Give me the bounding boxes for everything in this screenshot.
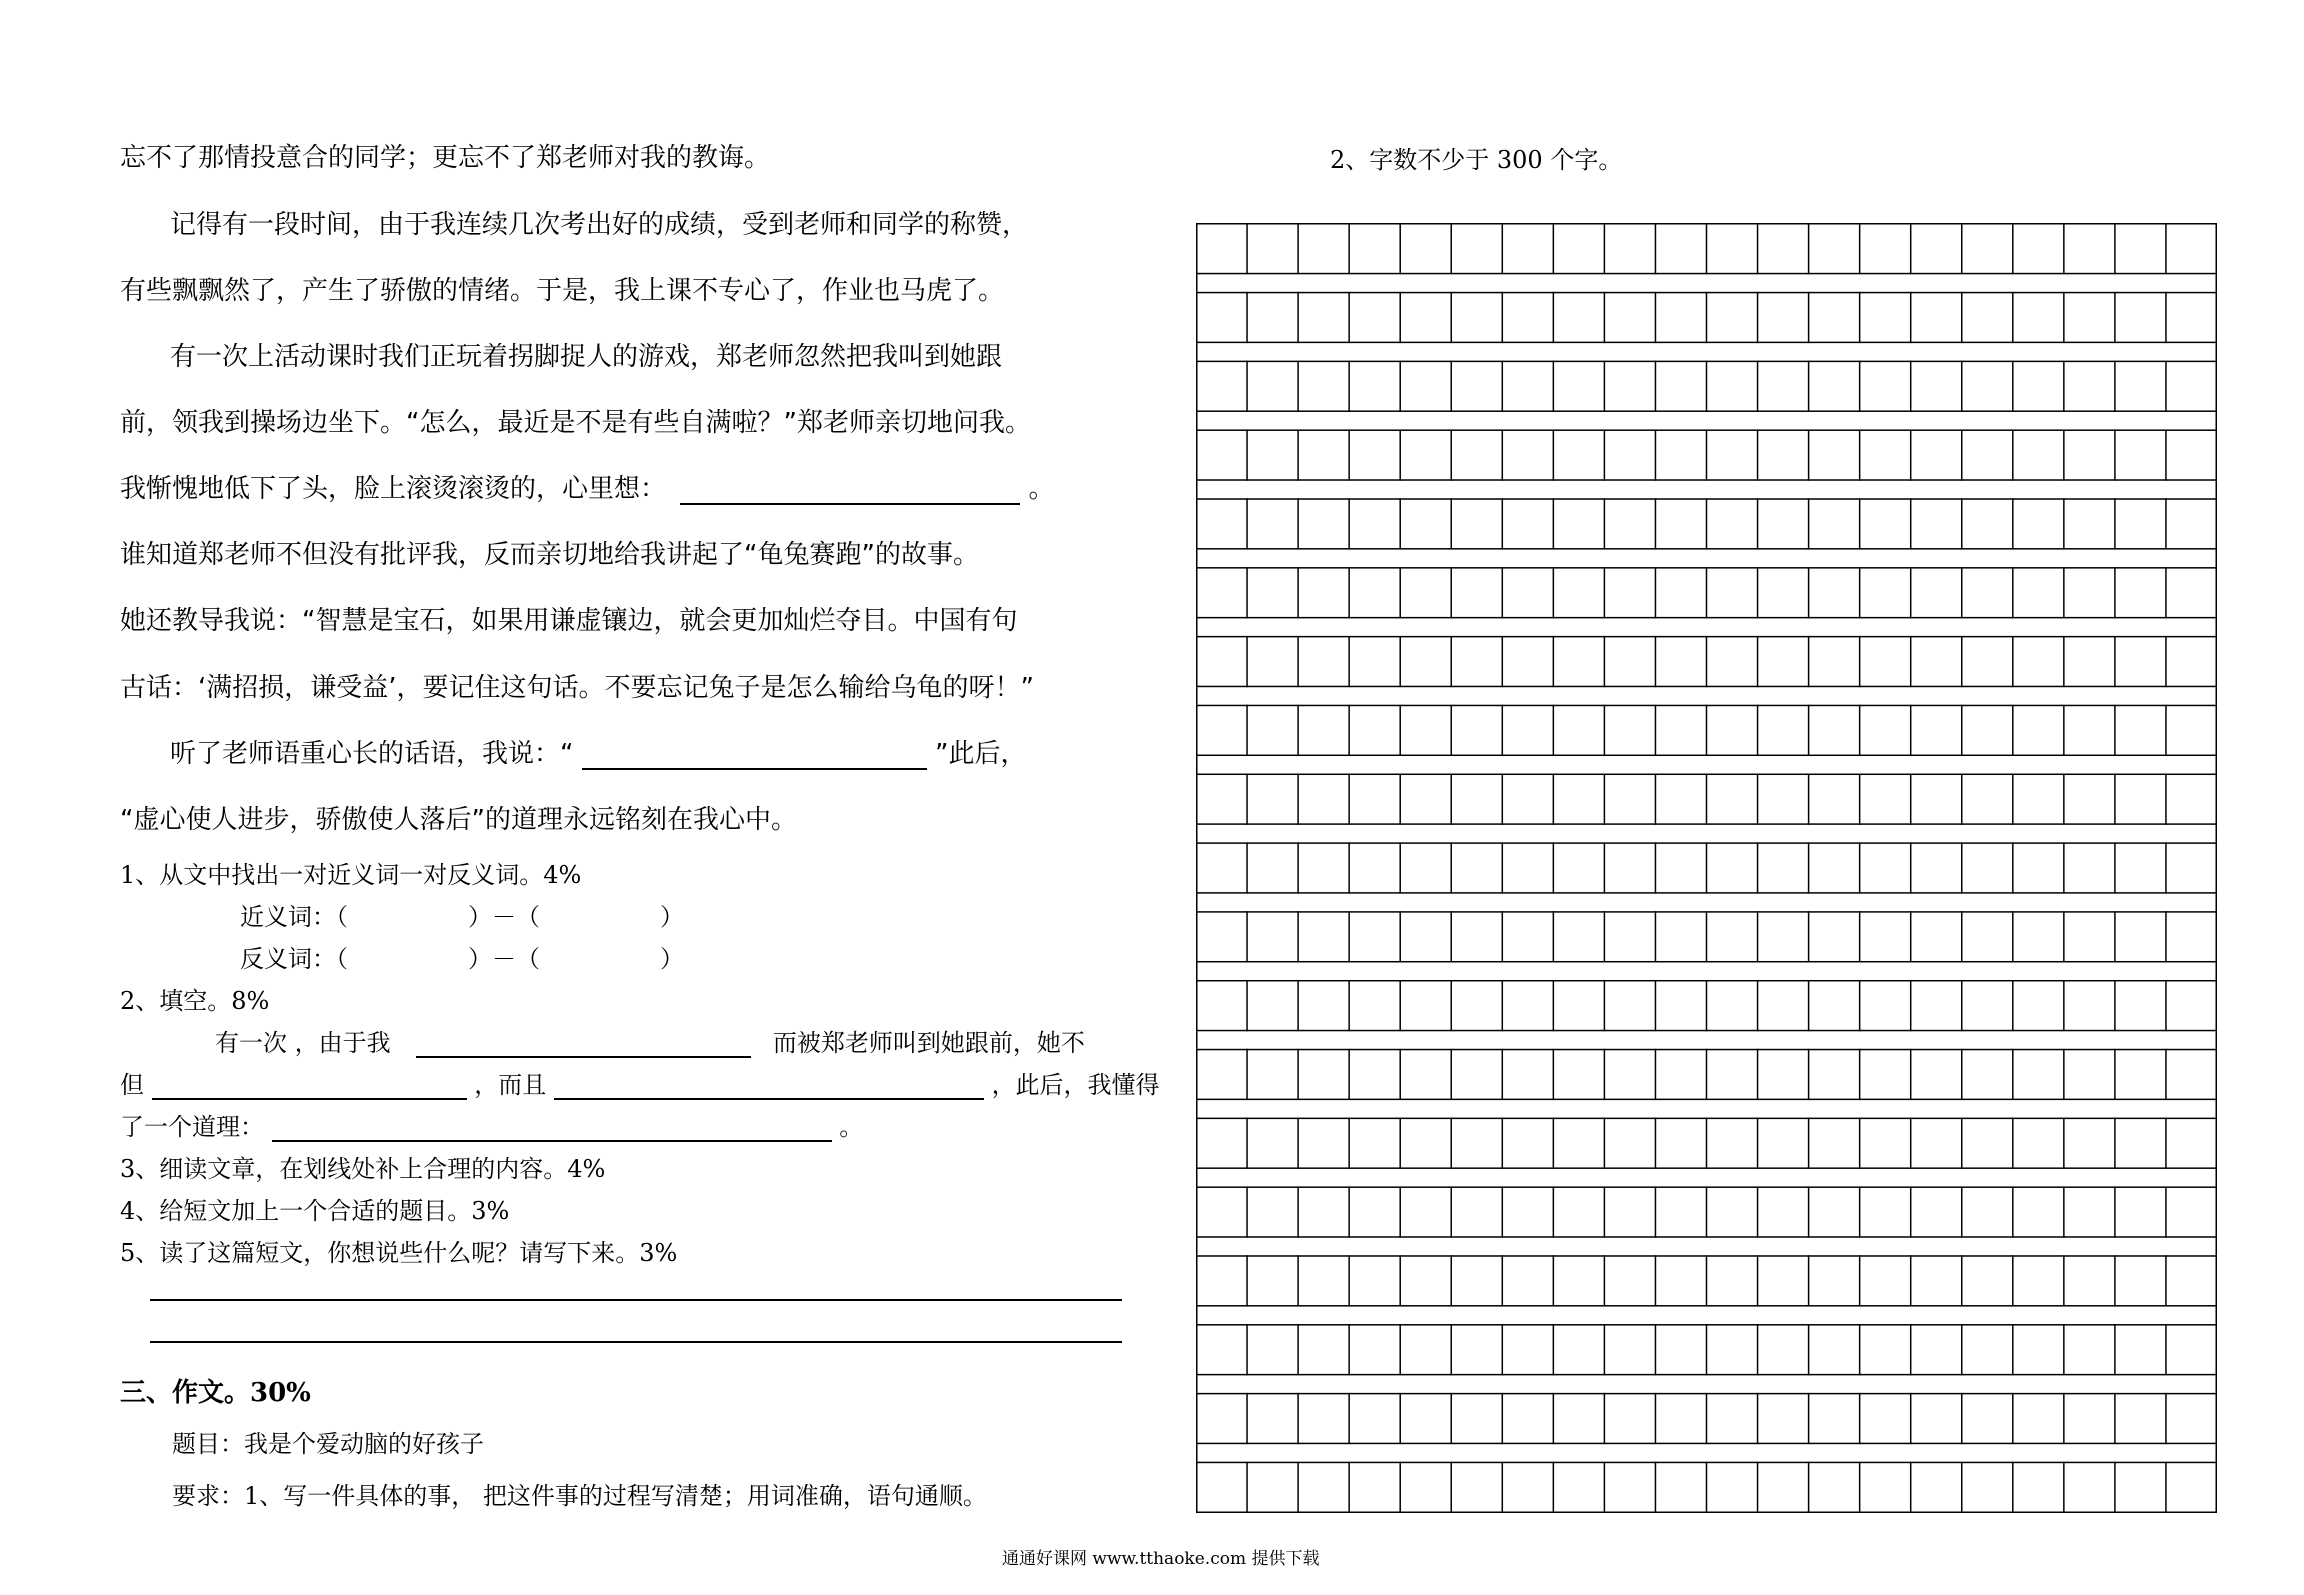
answer-blank[interactable] [582, 742, 927, 770]
answer-blank[interactable] [272, 1114, 832, 1142]
question-text: 有一次 ，由于我 [215, 1029, 391, 1057]
passage-line [170, 733, 1027, 770]
passage-line: 前，领我到操场边坐下。“怎么，最近是不是有些自满啦？”郑老师亲切地问我。 [120, 408, 1031, 438]
section-heading: 三、作文。30% [120, 1378, 311, 1408]
question-1: 1、从文中找出一对近义词一对反义词。4% [120, 861, 582, 889]
question-3: 3、细读文章，在划线处补上合理的内容。4% [120, 1155, 606, 1183]
answer-line[interactable] [150, 1341, 1122, 1343]
footer-credit: 通通好课网 www.tthaoke.com 提供下载 [1002, 1549, 1320, 1569]
question-5: 5、读了这篇短文，你想说些什么呢？请写下来。3% [120, 1239, 678, 1267]
passage-line: “虚心使人进步，骄傲使人落后”的道理永远铭刻在我心中。 [120, 805, 797, 835]
question-4: 4、给短文加上一个合适的题目。3% [120, 1197, 510, 1225]
answer-blank[interactable] [416, 1030, 751, 1058]
question-1-antonym: 反义词：（ ）－（ ） [240, 945, 684, 973]
question-2: 2、填空。8% [120, 987, 270, 1015]
passage-line [120, 468, 1055, 505]
question-text: 。 [839, 1113, 864, 1141]
passage-line: 她还教导我说：“智慧是宝石，如果用谦虚镶边，就会更加灿烂夺目。中国有句 [120, 606, 1018, 636]
passage-text: 我惭愧地低下了头，脸上滚烫滚烫的，心里想： [120, 474, 667, 504]
writing-grid[interactable] [1196, 223, 2217, 1513]
passage-text: ”此后， [935, 739, 1027, 769]
question-text: 但 [120, 1071, 144, 1099]
answer-blank[interactable] [152, 1072, 467, 1100]
answer-line[interactable] [150, 1299, 1122, 1301]
passage-text: 听了老师语重心长的话语，我说：“ [170, 739, 574, 769]
question-text: ，此后，我懂得 [991, 1071, 1160, 1099]
question-text: 而被郑老师叫到她跟前，她不 [772, 1029, 1085, 1057]
question-2-line [215, 1023, 1085, 1058]
passage-line: 古话：‘满招损，谦受益’，要记住这句话。不要忘记兔子是怎么输给乌龟的呀！” [120, 673, 1035, 703]
composition-topic: 题目：我是个爱动脑的好孩子 [172, 1430, 484, 1458]
answer-blank[interactable] [554, 1072, 984, 1100]
question-text: 了一个道理： [120, 1113, 264, 1141]
question-1-synonym: 近义词：（ ）－（ ） [240, 903, 684, 931]
passage-line: 记得有一段时间，由于我连续几次考出好的成绩，受到老师和同学的称赞， [170, 210, 1029, 240]
passage-line: 谁知道郑老师不但没有批评我，反而亲切地给我讲起了“龟兔赛跑”的故事。 [120, 540, 979, 570]
answer-blank[interactable] [680, 477, 1020, 505]
composition-requirement: 要求：1、写一件具体的事， 把这件事的过程写清楚；用词准确，语句通顺。 [172, 1482, 987, 1510]
question-2-line [120, 1065, 1160, 1100]
question-text: ，而且 [474, 1071, 547, 1099]
question-2-line [120, 1107, 863, 1142]
passage-line: 有一次上活动课时我们正玩着拐脚捉人的游戏，郑老师忽然把我叫到她跟 [170, 342, 1003, 372]
composition-requirement: 2、字数不少于 300 个字。 [1330, 146, 1623, 174]
passage-line: 忘不了那情投意合的同学；更忘不了郑老师对我的教诲。 [120, 143, 771, 173]
passage-line: 有些飘飘然了，产生了骄傲的情绪。于是，我上课不专心了，作业也马虎了。 [120, 276, 1005, 306]
passage-text: 。 [1028, 474, 1055, 504]
